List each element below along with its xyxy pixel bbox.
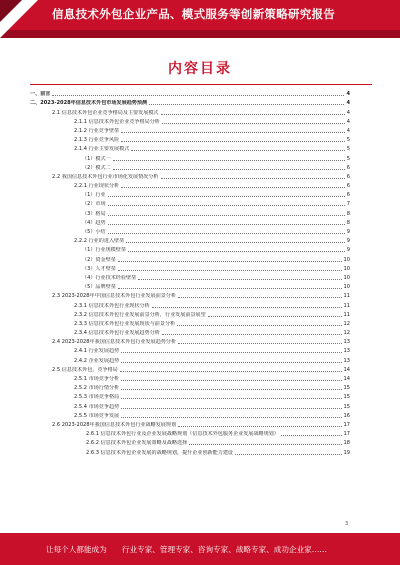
toc-entry-page: 12: [343, 330, 350, 337]
toc-leader-dots: [161, 114, 345, 115]
toc-entry-page: 19: [343, 449, 350, 456]
toc-entry[interactable]: [30, 373, 350, 382]
toc-leader-dots: [108, 205, 345, 206]
toc-leader-dots: [113, 160, 345, 161]
toc-entry-page: 10: [343, 274, 350, 281]
toc-entry[interactable]: [30, 364, 350, 373]
toc-entry[interactable]: [30, 263, 350, 272]
toc-entry-page: 10: [343, 265, 350, 272]
toc-entry-title: 2.6.3 信息技术外包企业发展的战略规划，提升企业创新能力建设: [86, 449, 234, 456]
toc-entry[interactable]: [30, 106, 350, 115]
toc-leader-dots: [162, 334, 342, 335]
toc-entry-page: 5: [346, 155, 350, 162]
toc-entry-title: 2.5.5 市场竞争发展: [74, 412, 120, 419]
toc-leader-dots: [177, 325, 341, 326]
toc-entry-title: 2.2 我国信息技术外包行业市场化发展情况分析: [52, 173, 159, 180]
toc-entry-title: 2.3.4 信息技术外包行业发展趋势分析: [74, 330, 160, 337]
toc-entry-page: 9: [346, 229, 350, 235]
toc-leader-dots: [161, 178, 345, 179]
toc-entry-title: 2.5 信息技术外包，竞争格局: [52, 366, 118, 373]
toc-entry-title: 2.1 信息技术外包企业竞争格局及主要发展模式: [52, 109, 159, 116]
toc-leader-dots: [208, 316, 342, 317]
toc-entry[interactable]: [30, 327, 350, 336]
toc-entry-page: 11: [343, 311, 350, 318]
toc-entry-page: 5: [346, 146, 350, 153]
toc-entry[interactable]: [30, 116, 350, 125]
toc-entry-page: 13: [343, 357, 350, 364]
toc-entry-page: 16: [343, 412, 350, 419]
toc-entry-page: 8: [346, 219, 350, 226]
toc-leader-dots: [149, 104, 344, 105]
toc-entry-page: 4: [346, 91, 350, 98]
toc-entry-title: 2.1.1 信息技术外包企业竞争格局分析: [74, 118, 160, 125]
toc-entry[interactable]: [30, 446, 350, 455]
toc-leader-dots: [178, 343, 341, 344]
toc-leader-dots: [121, 380, 341, 381]
toc-leader-dots: [121, 362, 341, 363]
toc-entry-page: 6: [346, 164, 350, 171]
toc-entry-page: 6: [346, 173, 350, 180]
toc-entry[interactable]: [30, 253, 350, 262]
toc-entry-page: 15: [343, 403, 350, 410]
toc-leader-dots: [52, 95, 344, 96]
toc-leader-dots: [121, 408, 341, 409]
toc-leader-dots: [138, 279, 341, 280]
toc-entry-page: 8: [346, 210, 350, 217]
toc-entry-page: 13: [343, 339, 350, 346]
toc-entry-title: 2.6 2023-2028年我国信息技术外包行业战略发展规划: [52, 421, 177, 428]
toc-leader-dots: [162, 123, 345, 124]
toc-entry[interactable]: [30, 217, 350, 226]
toc-entry[interactable]: [30, 345, 350, 354]
toc-entry-title: 2.1.2 行业竞争壁垒: [74, 127, 120, 134]
toc-entry-title: 二、2023-2028年信息技术外包市场发展趋势预测: [30, 100, 148, 107]
toc-entry-page: 7: [346, 201, 350, 208]
toc-entry-title: （4）行业技术经验壁垒: [82, 274, 137, 281]
toc-entry[interactable]: [30, 400, 350, 409]
toc-leader-dots: [121, 187, 345, 188]
toc-entry-title: 2.4.1 行业发展趋势: [74, 348, 120, 355]
toc-entry-title: 2.4 2023-2028年我国信息技术外包行业发展趋势分析: [52, 339, 177, 346]
toc-entry-title: 2.2.2 行业的进入壁垒: [74, 238, 125, 245]
toc-entry-title: （4）趋势: [82, 219, 106, 226]
toc-entry-page: 15: [343, 385, 350, 392]
toc-entry-page: 5: [346, 137, 350, 144]
toc-entry[interactable]: [30, 207, 350, 216]
toc-entry-page: 12: [343, 320, 350, 327]
toc-entry-page: 6: [346, 183, 350, 190]
toc-entry-page: 17: [343, 431, 350, 438]
toc-entry-title: 2.4.2 企业发展趋势: [74, 357, 120, 364]
toc-entry[interactable]: [30, 97, 350, 106]
toc-entry-page: 18: [343, 440, 350, 447]
toc-entry[interactable]: [30, 235, 350, 244]
toc-entry-title: 2.3.2 信息技术外包行业发展前景分析，行业发展前景展望: [74, 311, 206, 318]
toc-entry[interactable]: [30, 336, 350, 345]
toc-leader-dots: [128, 251, 345, 252]
page-footer: [0, 533, 400, 565]
toc-entry-page: 17: [343, 421, 350, 428]
header-corner-accent: [0, 0, 22, 22]
toc-entry-page: 13: [343, 348, 350, 355]
toc-entry-page: 15: [343, 394, 350, 401]
page-number: 3: [345, 521, 349, 527]
toc-leader-dots: [281, 435, 342, 436]
toc-entry-page: 9: [346, 247, 350, 254]
toc-entry-page: 4: [346, 127, 350, 134]
toc-entry[interactable]: [30, 382, 350, 391]
toc-entry-title: 2.3.1 信息技术外包行业现状分析: [74, 302, 150, 309]
toc-leader-dots: [178, 426, 341, 427]
toc-entry-title: 2.3.3 信息技术外包行业发展现状与前景分析: [74, 320, 176, 327]
toc-entry-title: 一、前言: [30, 91, 51, 98]
toc-entry-title: （1）模式一: [82, 155, 111, 162]
toc-leader-dots: [108, 224, 345, 225]
toc-entry-title: 2.5.1 市场竞争分析: [74, 376, 120, 382]
toc-leader-dots: [121, 417, 341, 418]
toc-entry-title: （3）格局: [82, 210, 106, 217]
toc-entry-page: 6: [346, 192, 350, 199]
toc-entry-title: 2.3 2023-2028年中国信息技术外包行业发展前景分析: [52, 293, 177, 300]
toc-entry-title: （2）资金壁垒: [82, 256, 116, 263]
toc-entry-page: 10: [343, 284, 350, 291]
toc-entry-title: 2.5.3 市场竞争格局: [74, 394, 120, 401]
toc-leader-dots: [118, 261, 342, 262]
toc-entry-title: 2.6.1 信息技术外包行业及企业发展战略规划（信息技术外包服务企业发展战略规划）: [86, 431, 279, 438]
table-of-contents: [30, 88, 350, 456]
toc-leader-dots: [113, 169, 345, 170]
toc-entry[interactable]: [30, 143, 350, 152]
toc-entry-page: 14: [343, 366, 350, 373]
toc-entry[interactable]: [30, 410, 350, 419]
toc-entry-title: 2.1.4 行业主要发展模式: [74, 146, 130, 153]
report-title: 信息技术外包企业产品、模式服务等创新策略研究报告: [52, 7, 336, 21]
toc-entry[interactable]: [30, 354, 350, 363]
toc-entry[interactable]: [30, 198, 350, 207]
toc-entry[interactable]: [30, 134, 350, 143]
toc-leader-dots: [235, 454, 341, 455]
toc-entry[interactable]: [30, 281, 350, 290]
toc-entry-page: 4: [346, 109, 350, 116]
toc-leader-dots: [189, 444, 341, 445]
toc-heading: 内容目录: [168, 61, 232, 77]
toc-entry[interactable]: [30, 171, 350, 180]
footer-slogan: 让每个人都能成为 行业专家、管理专家、咨询专家、战略专家、成功企业家……: [46, 545, 327, 554]
toc-entry[interactable]: [30, 428, 350, 437]
toc-entry-page: 10: [343, 256, 350, 263]
toc-entry-title: （1）行业规模壁垒: [82, 247, 126, 254]
toc-entry-title: 2.5.4 市场竞争趋势: [74, 403, 120, 410]
toc-entry-page: 9: [346, 238, 350, 245]
page-header: [0, 0, 400, 38]
toc-entry-title: 2.1.3 行业竞争风险: [74, 137, 120, 144]
toc-leader-dots: [118, 270, 342, 271]
toc-entry[interactable]: [30, 272, 350, 281]
header-stripe: [0, 30, 400, 38]
toc-entry[interactable]: [30, 391, 350, 400]
toc-entry[interactable]: [30, 162, 350, 171]
toc-entry-title: （2）市场: [82, 201, 106, 208]
toc-entry[interactable]: [30, 244, 350, 253]
toc-leader-dots: [121, 141, 345, 142]
toc-entry[interactable]: [30, 189, 350, 198]
toc-leader-dots: [118, 288, 342, 289]
toc-entry[interactable]: [30, 437, 350, 446]
toc-entry-page: 4: [346, 100, 350, 107]
toc-entry[interactable]: [30, 125, 350, 134]
toc-entry-title: （5）品牌壁垒: [82, 284, 116, 291]
toc-entry[interactable]: [30, 290, 350, 299]
toc-entry-title: （3）人才壁垒: [82, 265, 116, 272]
toc-entry-page: 11: [343, 302, 350, 309]
toc-entry[interactable]: [30, 419, 350, 428]
toc-entry-title: （1）行业: [82, 192, 106, 199]
toc-entry[interactable]: [30, 180, 350, 189]
toc-leader-dots: [121, 389, 341, 390]
toc-divider: [30, 84, 372, 85]
toc-entry-title: 2.2.1 行业现状分析: [74, 183, 120, 190]
toc-entry-title: 2.5.2 市场行情分析: [74, 385, 120, 392]
toc-leader-dots: [131, 150, 344, 151]
toc-entry-page: 14: [343, 376, 350, 382]
toc-leader-dots: [178, 297, 341, 298]
toc-leader-dots: [120, 371, 342, 372]
toc-leader-dots: [108, 233, 345, 234]
toc-entry-title: （5）小结: [82, 229, 106, 235]
toc-leader-dots: [126, 242, 345, 243]
toc-entry[interactable]: [30, 299, 350, 308]
toc-leader-dots: [152, 307, 342, 308]
toc-leader-dots: [108, 196, 345, 197]
toc-entry-title: 2.6.2 信息技术外包企业发展策略及战略选择: [86, 440, 188, 447]
toc-leader-dots: [121, 352, 341, 353]
toc-entry-page: 4: [346, 118, 350, 125]
toc-entry[interactable]: [30, 152, 350, 161]
toc-entry-page: 11: [343, 293, 350, 300]
toc-entry[interactable]: [30, 318, 350, 327]
toc-entry[interactable]: [30, 309, 350, 318]
toc-entry[interactable]: [30, 226, 350, 235]
toc-entry-title: （2）模式二: [82, 164, 111, 171]
toc-leader-dots: [121, 398, 341, 399]
toc-entry[interactable]: [30, 88, 350, 97]
toc-leader-dots: [121, 132, 345, 133]
toc-leader-dots: [108, 215, 345, 216]
